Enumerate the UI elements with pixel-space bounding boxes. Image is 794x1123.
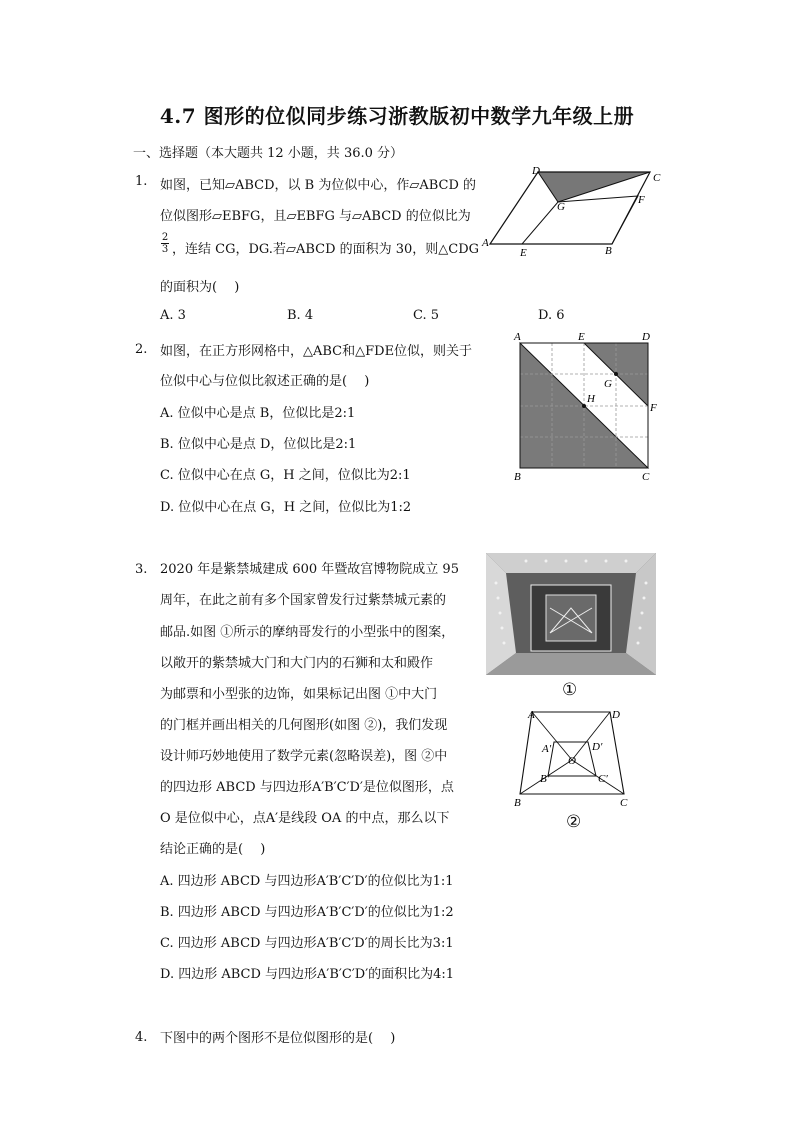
label-A: A <box>528 709 535 721</box>
q2-grid-figure <box>508 328 658 486</box>
q3-line-5: 为邮票和小型张的边饰，如果标记出图 ①中大门 <box>160 687 438 702</box>
point-G <box>614 372 618 376</box>
label-O: O <box>568 755 576 767</box>
page-title: 4.7 图形的位似同步练习浙教版初中数学九年级上册 <box>159 104 635 128</box>
q1-fraction-numerator: 2 <box>161 232 169 243</box>
label-E: E <box>578 331 585 343</box>
q1-parallelogram-figure <box>480 162 670 260</box>
q3-option-b[interactable]: B. 四边形 ABCD 与四边形A′B′C′D′的位似比为1:2 <box>160 905 454 920</box>
q1-line-3: ，连结 CG，DG.若▱ABCD 的面积为 30，则△CDG <box>172 242 480 257</box>
q3-line-6: 的门框并画出相关的几何图形(如图 ②)，我们发现 <box>160 718 448 733</box>
q1-option-b[interactable]: B. 4 <box>287 308 314 323</box>
rays-from-o <box>520 712 624 794</box>
q3-figure-1-caption: ① <box>562 680 578 700</box>
label-B: B <box>605 245 612 257</box>
label-D-prime: D′ <box>592 741 603 753</box>
q2-option-a[interactable]: A. 位似中心是点 B，位似比是2:1 <box>160 406 356 421</box>
q4-number: 4. <box>135 1030 148 1045</box>
label-C: C <box>620 797 628 808</box>
label-D: D <box>642 331 650 343</box>
q2-option-b[interactable]: B. 位似中心是点 D，位似比是2:1 <box>160 437 357 452</box>
q3-line-2: 周年，在此之前有多个国家曾发行过紫禁城元素的 <box>160 593 447 608</box>
q3-line-9: O 是位似中心，点A′是线段 OA 的中点，那么以下 <box>160 811 450 826</box>
label-C: C <box>653 172 661 184</box>
q2-line-1: 如图，在正方形网格中，△ABC和△FDE位似，则关于 <box>160 344 473 359</box>
q3-line-7: 设计师巧妙地使用了数学元素(忽略误差)，图 ②中 <box>160 749 448 764</box>
parallelogram-ebfg <box>522 196 638 244</box>
photo-ceiling <box>486 553 656 573</box>
q1-fraction-denominator: 3 <box>161 244 169 255</box>
label-E: E <box>520 247 527 259</box>
q3-line-4: 以敞开的紫禁城大门和大门内的石狮和太和殿作 <box>160 656 434 671</box>
label-G: G <box>604 378 612 390</box>
q1-number: 1. <box>135 174 148 189</box>
photo-inner-gate <box>546 595 596 641</box>
q3-number: 3. <box>135 562 148 577</box>
label-D: D <box>532 165 540 177</box>
q3-line-8: 的四边形 ABCD 与四边形A′B′C′D′是位似图形，点 <box>160 780 454 795</box>
q3-line-1: 2020 年是紫禁城建成 600 年暨故宫博物院成立 95 <box>160 562 459 577</box>
q3-option-a[interactable]: A. 四边形 ABCD 与四边形A′B′C′D′的位似比为1:1 <box>160 874 454 889</box>
label-F: F <box>638 194 645 206</box>
q3-line-3: 邮品.如图 ①所示的摩纳哥发行的小型张中的图案， <box>160 625 455 640</box>
q3-photo-figure <box>486 553 656 675</box>
label-A: A <box>482 237 489 249</box>
quadrilateral-abcd <box>520 712 624 794</box>
label-B: B <box>514 797 521 808</box>
label-H: H <box>587 393 595 405</box>
label-A-prime: A′ <box>542 743 552 755</box>
q1-line-2: 位似图形▱EBFG，且▱EBFG 与▱ABCD 的位似比为 <box>160 209 471 224</box>
q1-line-4: 的面积为( ) <box>160 280 240 295</box>
label-C-prime: C′ <box>598 773 608 785</box>
q2-option-c[interactable]: C. 位似中心在点 G，H 之间，位似比为2:1 <box>160 468 411 483</box>
label-F: F <box>650 402 657 414</box>
q3-trapezoid-figure <box>512 702 636 808</box>
q1-option-a[interactable]: A. 3 <box>160 308 186 323</box>
q2-line-2: 位似中心与位似比叙述正确的是( ) <box>160 374 370 389</box>
q3-line-10: 结论正确的是( ) <box>160 842 266 857</box>
q1-line-1: 如图，已知▱ABCD，以 B 为位似中心，作▱ABCD 的 <box>160 178 477 193</box>
label-G: G <box>557 201 565 213</box>
section-heading: 一、选择题（本大题共 12 小题，共 36.0 分） <box>133 146 404 161</box>
q3-option-c[interactable]: C. 四边形 ABCD 与四边形A′B′C′D′的周长比为3:1 <box>160 936 454 951</box>
q1-option-c[interactable]: C. 5 <box>413 308 440 323</box>
q1-option-d[interactable]: D. 6 <box>538 308 565 323</box>
triangle-cdg <box>538 172 650 202</box>
q1-fraction <box>160 232 170 255</box>
label-C: C <box>642 471 650 483</box>
label-A: A <box>514 331 521 343</box>
q2-option-d[interactable]: D. 位似中心在点 G，H 之间，位似比为1:2 <box>160 500 412 515</box>
label-B: B <box>514 471 521 483</box>
label-B-prime: B′ <box>540 773 550 785</box>
point-H <box>582 404 586 408</box>
q3-option-d[interactable]: D. 四边形 ABCD 与四边形A′B′C′D′的面积比为4:1 <box>160 967 455 982</box>
q3-figure-2-caption: ② <box>566 812 582 832</box>
q2-number: 2. <box>135 342 148 357</box>
q4-line-1: 下图中的两个图形不是位似图形的是( ) <box>160 1031 396 1046</box>
label-D: D <box>612 709 620 721</box>
